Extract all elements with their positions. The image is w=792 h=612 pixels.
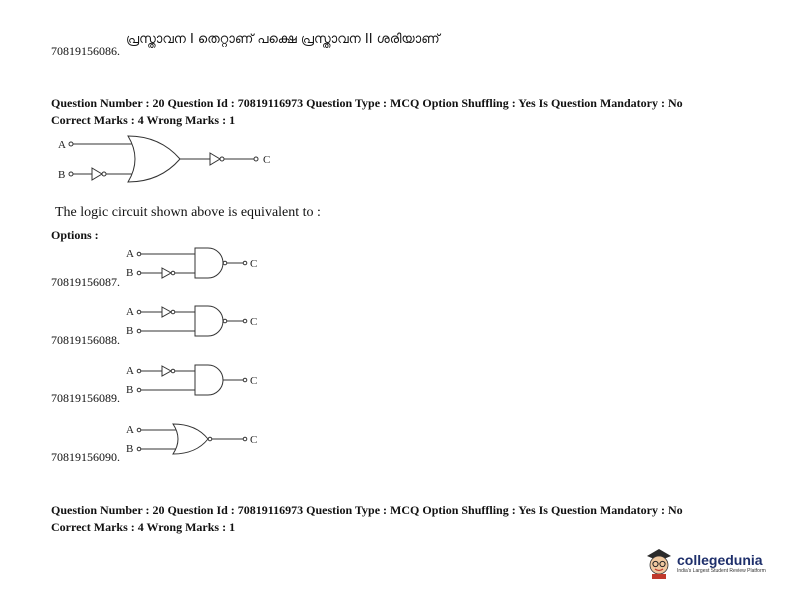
svg-text:B: B <box>126 384 134 396</box>
question-label-c: C <box>263 154 271 166</box>
option-1-number: 70819156087. <box>51 275 120 289</box>
svg-text:A: A <box>126 306 134 318</box>
prev-option-number: 70819156086. <box>51 44 120 58</box>
option-2-number: 70819156088. <box>51 333 120 347</box>
question-circuit <box>50 132 290 192</box>
option-4-number: 70819156090. <box>51 450 120 464</box>
options-label: Options : <box>51 228 99 242</box>
svg-text:A: A <box>126 424 134 436</box>
question-text: The logic circuit shown above is equivalent to : <box>55 205 321 220</box>
next-question-meta <box>51 502 683 536</box>
svg-text:B: B <box>126 325 134 337</box>
option-3-number: 70819156089. <box>51 391 120 405</box>
question-label-b: B <box>58 169 66 181</box>
option-1-circuit <box>118 242 268 282</box>
svg-text:B: B <box>126 443 134 455</box>
question-meta-line1: Question Number : 20 Question Id : 70819116973 Question Type : MCQ Option Shuffling : Yes Is Question Mandatory : No <box>51 96 683 110</box>
logo-tagline: India's Largest Student Review Platform <box>677 568 766 574</box>
student-avatar-icon <box>644 546 674 580</box>
svg-text:C: C <box>250 316 258 328</box>
collegedunia-logo <box>644 546 766 580</box>
option-3-circuit <box>118 359 268 399</box>
option-2-circuit <box>118 300 268 340</box>
logo-name: collegedunia <box>677 552 763 568</box>
svg-text:B: B <box>126 267 134 279</box>
question-meta-line2: Correct Marks : 4 Wrong Marks : 1 <box>51 113 236 127</box>
svg-text:C: C <box>250 375 258 387</box>
option-4-circuit <box>118 418 268 458</box>
next-question-meta-line2: Correct Marks : 4 Wrong Marks : 1 <box>51 520 236 534</box>
svg-text:C: C <box>250 434 258 446</box>
svg-text:C: C <box>250 258 258 270</box>
or-gate-symbol <box>128 136 180 182</box>
question-meta <box>51 95 683 129</box>
prev-option-text: പ്രസ്താവന I തെറ്റാണ് പക്ഷെ പ്രസ്താവന II ശരിയാണ് <box>126 32 440 47</box>
svg-text:A: A <box>126 365 134 377</box>
next-question-meta-line1: Question Number : 20 Question Id : 70819116973 Question Type : MCQ Option Shuffling : Yes Is Question Mandatory : No <box>51 503 683 517</box>
svg-text:A: A <box>126 248 134 260</box>
question-label-a: A <box>58 139 66 151</box>
